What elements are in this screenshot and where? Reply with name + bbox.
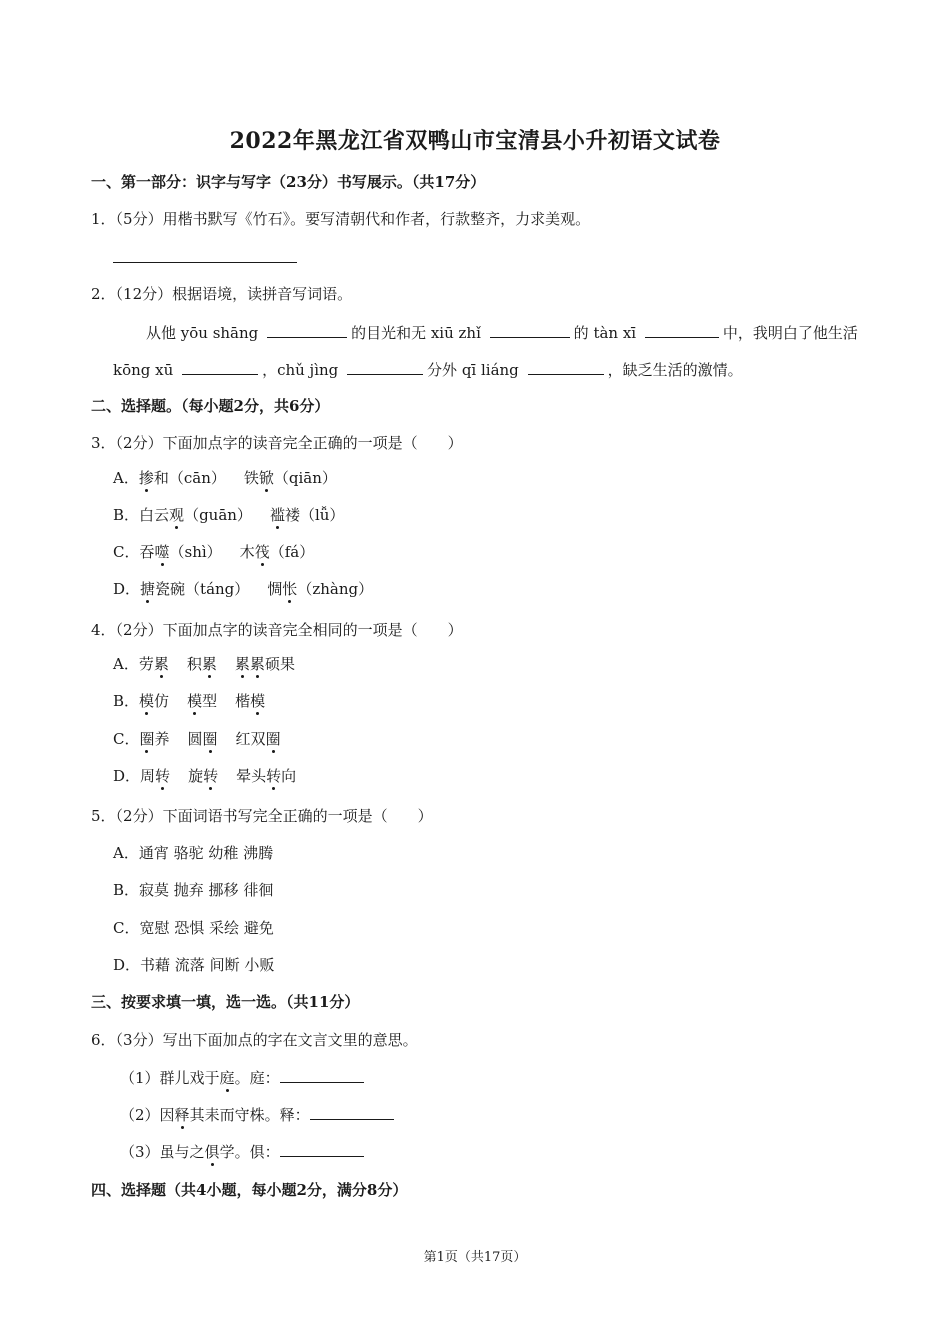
q3-option-a (113, 468, 337, 488)
dotted-char: 累 (249, 655, 265, 673)
option-text: 木 (239, 543, 255, 561)
section-heading-4: 四、选择题（共4小题，每小题2分，满分8分） (91, 1181, 408, 1199)
item-text: （2）因 (120, 1106, 175, 1124)
option-text: 型 (202, 692, 218, 710)
option-text: 红双 (235, 730, 266, 748)
item-text: 学。俱： (219, 1143, 280, 1161)
q5-option-d: D．书藉 流落 间断 小贩 (113, 956, 275, 974)
section-heading-1: 一、第一部分：识字与写字（23分）书写展示。（共17分） (91, 173, 486, 191)
page-title: 2022年黑龙江省双鸭山市宝清县小升初语文试卷 (229, 128, 721, 154)
option-letter: C． (113, 543, 140, 561)
q2-blank-3 (645, 321, 719, 338)
option-text: （guān） (184, 506, 252, 524)
option-text: 旋 (188, 767, 204, 785)
q6-item-3 (120, 1140, 364, 1162)
option-text: 白云 (139, 506, 170, 524)
dotted-char: 俱 (204, 1143, 220, 1161)
q5-option-a: A．通宵 骆驼 幼稚 沸腾 (113, 844, 274, 862)
q2-text: 的目光和无 xiū zhǐ (351, 324, 481, 342)
dotted-char: 累 (153, 655, 169, 673)
section-heading-3: 三、按要求填一填，选一选。（共11分） (91, 993, 360, 1011)
option-text: 积 (186, 655, 202, 673)
q5-option-c: C．宽慰 恐惧 采绘 避免 (113, 919, 274, 937)
option-text: 铁 (243, 469, 259, 487)
option-letter: D． (113, 580, 141, 598)
q6-blank-2 (310, 1103, 394, 1120)
dotted-char: 转 (155, 767, 171, 785)
q4-option-d (113, 766, 296, 786)
q2-blank-5 (347, 358, 423, 375)
option-text: 楷 (235, 692, 251, 710)
dotted-char: 累 (201, 655, 217, 673)
section-heading-2: 二、选择题。（每小题2分，共6分） (91, 397, 330, 415)
dotted-char: 圈 (265, 730, 281, 748)
item-text: 。庭： (234, 1069, 280, 1087)
q2-blank-1 (267, 321, 347, 338)
q2-text: 中，我明白了他生活 (722, 324, 858, 342)
q2-blank-2 (490, 321, 570, 338)
question-2-stem: 2．（12分）根据语境，读拼音写词语。 (91, 285, 353, 303)
option-letter: C． (113, 730, 140, 748)
option-text: 惆 (267, 580, 283, 598)
option-text: 仿 (154, 692, 170, 710)
dotted-char: 庭 (219, 1069, 235, 1087)
dotted-char: 转 (266, 767, 282, 785)
option-text: （qiān） (273, 469, 337, 487)
q3-option-d (113, 579, 373, 599)
option-text: 吞 (139, 543, 155, 561)
q6-blank-1 (280, 1066, 364, 1083)
q2-text: 的 tàn xī (573, 324, 637, 342)
q4-option-a (113, 654, 295, 674)
dotted-char: 模 (250, 692, 266, 710)
dotted-char: 圈 (202, 730, 218, 748)
option-letter: A． (113, 655, 139, 673)
option-text: 瓷碗（táng） (155, 580, 250, 598)
dotted-char: 转 (203, 767, 219, 785)
question-2-line-2 (113, 358, 743, 380)
dotted-char: 模 (187, 692, 203, 710)
dotted-char: 怅 (282, 580, 298, 598)
q2-text: ，缺乏生活的激情。 (607, 361, 743, 379)
question-6-stem: 6．（3分）写出下面加点的字在文言文里的意思。 (91, 1031, 418, 1049)
item-text: 其耒而守株。释： (189, 1106, 310, 1124)
dotted-char: 观 (169, 506, 185, 524)
option-text: （shì） (169, 543, 222, 561)
dotted-char: 筏 (254, 543, 270, 561)
dotted-char: 累 (234, 655, 250, 673)
option-text: 向 (281, 767, 297, 785)
dotted-char: 模 (139, 692, 155, 710)
q2-text: 从他 yōu shāng (146, 324, 259, 342)
dotted-char: 掺 (138, 469, 154, 487)
option-text: 和（cān） (153, 469, 226, 487)
question-4-stem: 4．（2分）下面加点字的读音完全相同的一项是（ ） (91, 621, 463, 639)
option-text: 褛（lǚ） (284, 506, 345, 524)
question-5-stem: 5．（2分）下面词语书写完全正确的一项是（ ） (91, 807, 433, 825)
option-letter: B． (113, 692, 140, 710)
dotted-char: 圈 (139, 730, 155, 748)
q5-option-b: B．寂莫 抛弃 挪移 徘徊 (113, 881, 274, 899)
option-text: 周 (140, 767, 156, 785)
q3-option-b (113, 505, 344, 525)
question-1: 1．（5分）用楷书默写《竹石》。要写清朝代和作者，行款整齐，力求美观。 (91, 210, 591, 228)
question-3-stem: 3．（2分）下面加点字的读音完全正确的一项是（ ） (91, 434, 463, 452)
option-text: 圆 (187, 730, 203, 748)
q6-item-2 (120, 1103, 394, 1125)
item-text: （1）群儿戏于 (120, 1069, 220, 1087)
page-footer: 第1页（共17页） (423, 1250, 527, 1265)
dotted-char: 释 (174, 1106, 190, 1124)
dotted-char: 搪 (140, 580, 156, 598)
option-letter: B． (113, 506, 140, 524)
q2-text: ，chǔ jìng (262, 361, 339, 379)
option-letter: D． (113, 767, 141, 785)
option-text: 硕果 (264, 655, 295, 673)
option-letter: A． (113, 469, 139, 487)
option-text: （zhàng） (297, 580, 374, 598)
answer-line-q1 (113, 262, 297, 263)
q4-option-c (113, 729, 281, 749)
option-text: （fá） (269, 543, 315, 561)
option-text: 养 (154, 730, 170, 748)
q2-blank-4 (182, 358, 258, 375)
item-text: （3）虽与之 (120, 1143, 205, 1161)
q3-option-c (113, 542, 314, 562)
option-text: 劳 (138, 655, 154, 673)
dotted-char: 锨 (258, 469, 274, 487)
q6-blank-3 (280, 1140, 364, 1157)
dotted-char: 噬 (154, 543, 170, 561)
q2-blank-6 (528, 358, 604, 375)
dotted-char: 褴 (269, 506, 285, 524)
option-text: 晕头 (236, 767, 267, 785)
q2-text: 分外 qī liáng (427, 361, 519, 379)
q2-text: kōng xū (113, 361, 174, 379)
q4-option-b (113, 691, 265, 711)
question-2-line-1 (146, 321, 858, 343)
q6-item-1 (120, 1066, 364, 1088)
